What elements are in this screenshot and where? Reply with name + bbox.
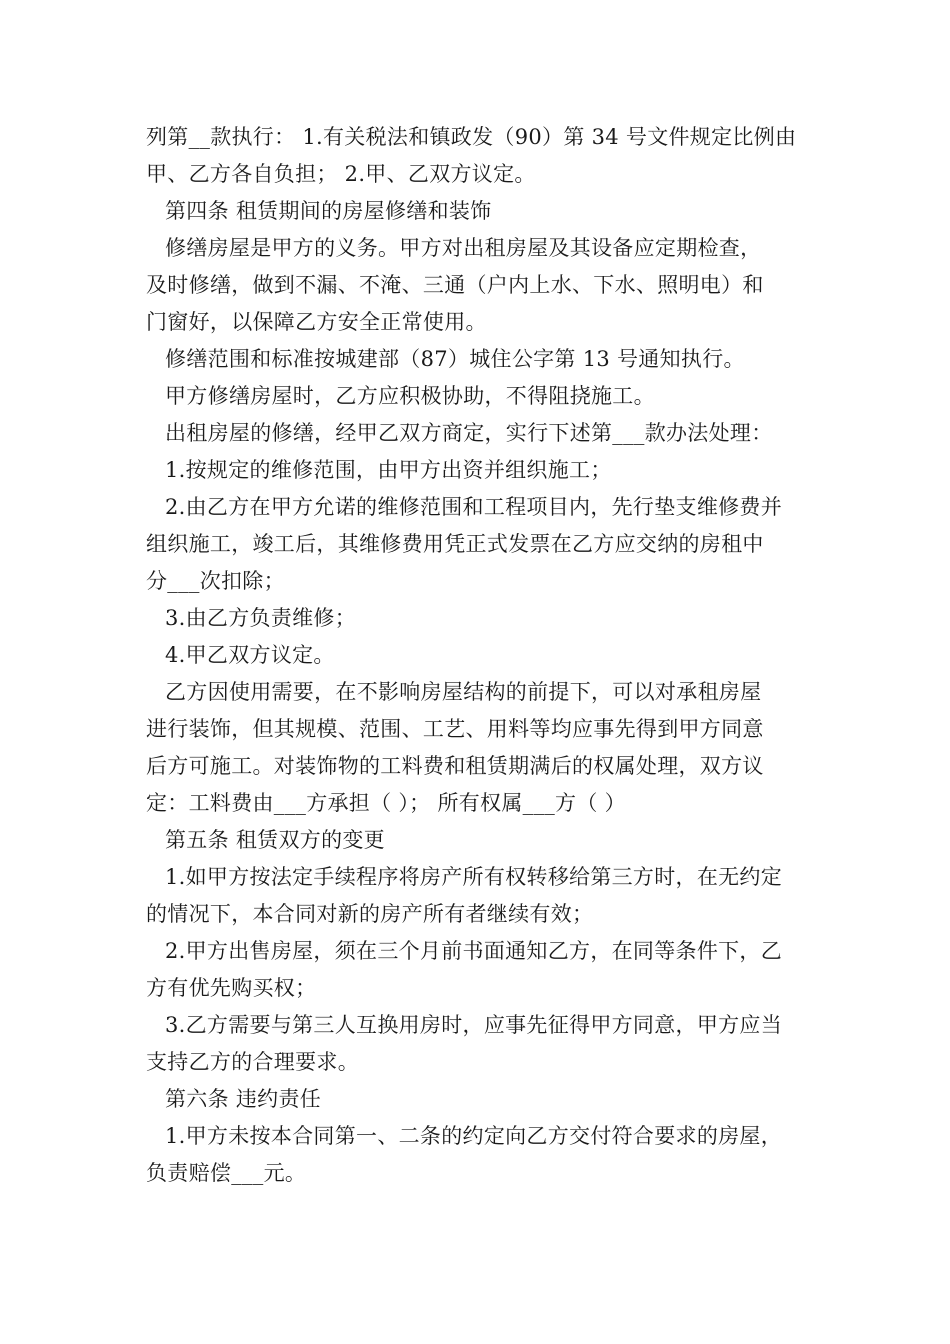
text-line: 甲、乙方各自负担； 2.甲、乙双方议定。 xyxy=(146,162,536,186)
text-line: 列第__款执行： 1.有关税法和镇政发（90）第 34 号文件规定比例由 xyxy=(146,125,797,149)
text-line: 1.如甲方按法定手续程序将房产所有权转移给第三方时，在无约定 xyxy=(165,865,783,889)
text-line: 出租房屋的修缮，经甲乙双方商定，实行下述第___款办法处理： xyxy=(165,421,773,445)
text-line: 第五条 租赁双方的变更 xyxy=(165,828,385,852)
text-line: 乙方因使用需要，在不影响房屋结构的前提下，可以对承租房屋 xyxy=(165,680,762,704)
text-line: 2.由乙方在甲方允诺的维修范围和工程项目内，先行垫支维修费并 xyxy=(165,495,783,519)
text-line: 后方可施工。对装饰物的工料费和租赁期满后的权属处理，双方议 xyxy=(146,754,764,778)
text-line: 进行装饰，但其规模、范围、工艺、用料等均应事先得到甲方同意 xyxy=(146,717,764,741)
text-line: 甲方修缮房屋时，乙方应积极协助，不得阻挠施工。 xyxy=(165,384,655,408)
text-line: 修缮房屋是甲方的义务。甲方对出租房屋及其设备应定期检查， xyxy=(165,236,762,260)
text-line: 1.按规定的维修范围，由甲方出资并组织施工； xyxy=(165,458,612,482)
text-line: 门窗好，以保障乙方安全正常使用。 xyxy=(146,310,487,334)
text-line: 3.由乙方负责维修； xyxy=(165,606,357,630)
text-line: 组织施工，竣工后，其维修费用凭正式发票在乙方应交纳的房租中 xyxy=(146,532,764,556)
text-line: 3.乙方需要与第三人互换用房时，应事先征得甲方同意，甲方应当 xyxy=(165,1013,783,1037)
text-line: 1.甲方未按本合同第一、二条的约定向乙方交付符合要求的房屋， xyxy=(165,1124,783,1148)
text-line: 4.甲乙双方议定。 xyxy=(165,643,335,667)
text-line: 负责赔偿___元。 xyxy=(146,1161,307,1185)
document-body xyxy=(146,119,818,1192)
text-line: 方有优先购买权； xyxy=(146,976,317,1000)
text-line: 第四条 租赁期间的房屋修缮和装饰 xyxy=(165,199,492,223)
text-line: 分___次扣除； xyxy=(146,569,285,593)
text-line: 支持乙方的合理要求。 xyxy=(146,1050,359,1074)
text-line: 定：工料费由___方承担（ ）； 所有权属___方（ ） xyxy=(146,791,626,815)
text-line: 修缮范围和标准按城建部（87）城住公字第 13 号通知执行。 xyxy=(165,347,745,371)
text-line: 的情况下，本合同对新的房产所有者继续有效； xyxy=(146,902,594,926)
text-line: 第六条 违约责任 xyxy=(165,1087,322,1111)
text-line: 及时修缮，做到不漏、不淹、三通（户内上水、下水、照明电）和 xyxy=(146,273,764,297)
text-line: 2.甲方出售房屋，须在三个月前书面通知乙方，在同等条件下，乙 xyxy=(165,939,783,963)
